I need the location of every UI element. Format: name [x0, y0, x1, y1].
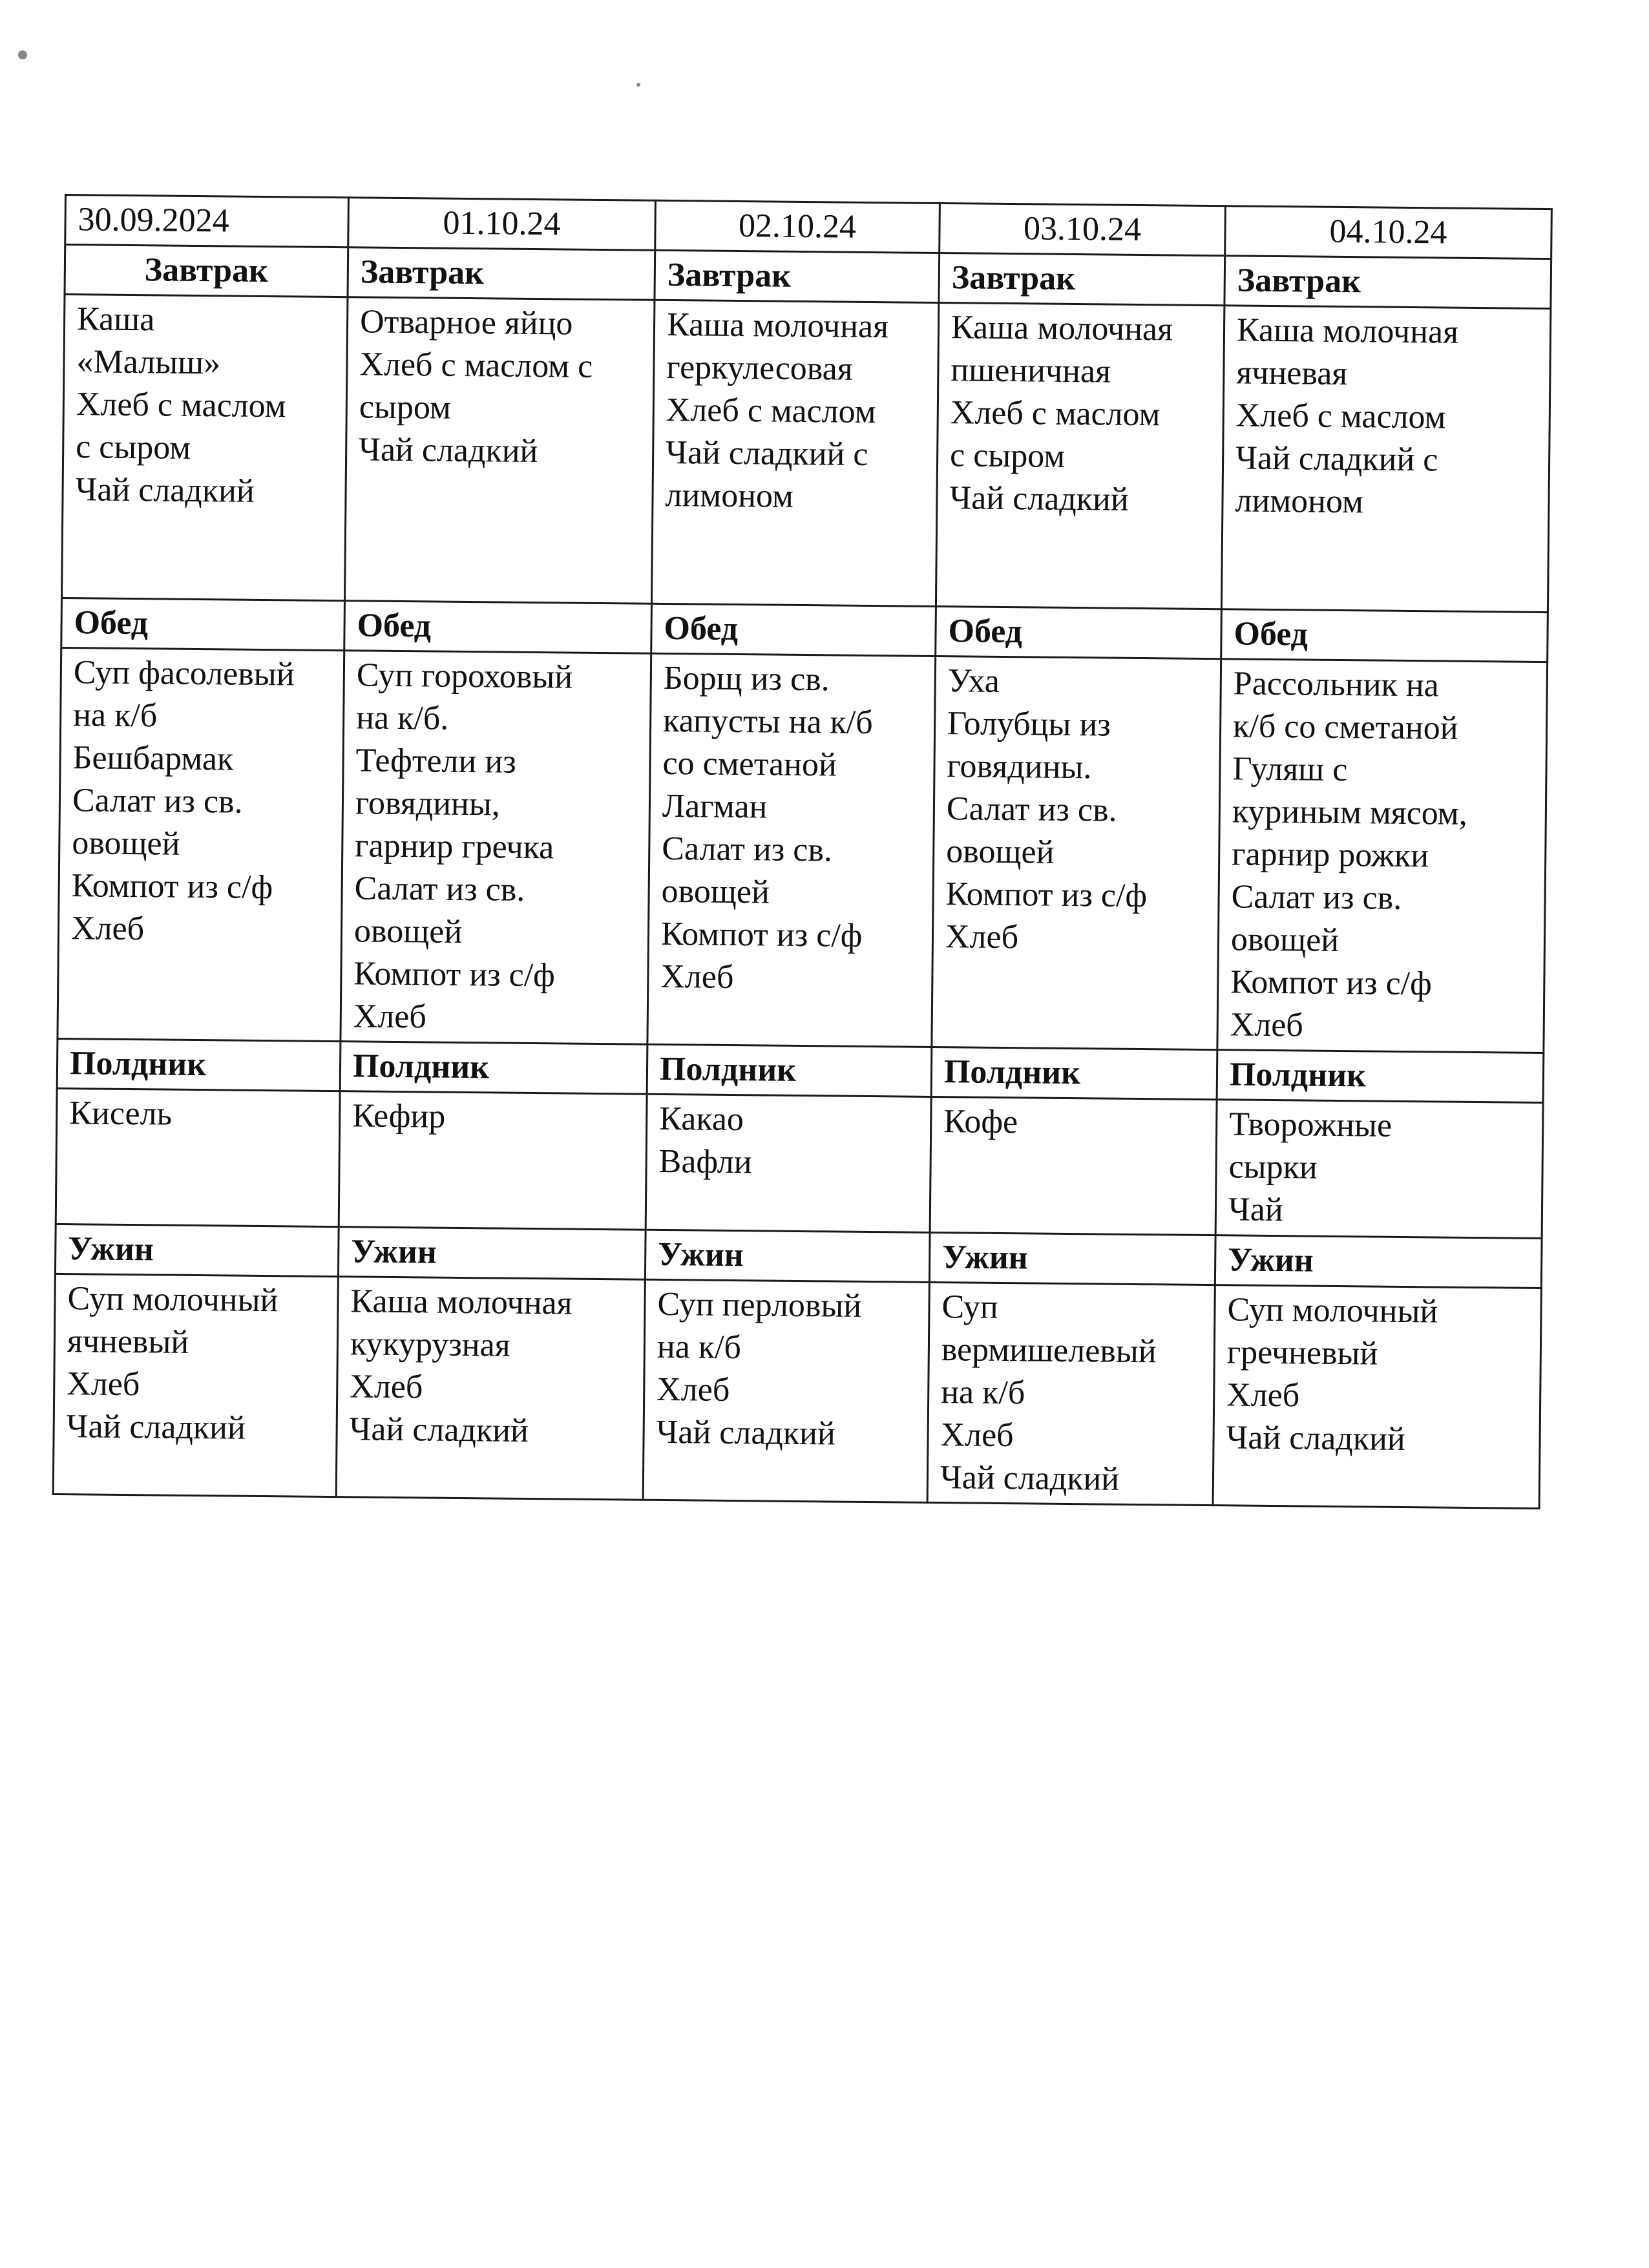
breakfast-cell [344, 297, 654, 604]
dish-item: Гуляш с [1232, 750, 1348, 789]
meal-header-lunch: Обед [1221, 609, 1548, 662]
dish-item: кукурузная [350, 1325, 510, 1364]
scan-speck [18, 50, 27, 59]
dish-item: Хлеб [353, 998, 427, 1036]
dish-item: Компот из с/ф [660, 915, 863, 954]
dish-item: Какао [659, 1100, 744, 1139]
dish-item: Суп перловый [657, 1285, 862, 1325]
dish-item: Салат из св. [1231, 878, 1402, 917]
dish-item: Лагман [662, 787, 768, 826]
dish-item: Хлеб с маслом [666, 391, 876, 431]
dish-item: овощей [353, 912, 463, 950]
dish-item: пшеничная [951, 352, 1111, 390]
dish-item: Каша молочная [350, 1283, 572, 1322]
lunch-row [58, 647, 1548, 1053]
dish-item: геркулесовая [666, 348, 853, 388]
dish-item: ячневая [1236, 354, 1348, 393]
snack-cell [646, 1094, 931, 1232]
dish-item: овощей [72, 824, 180, 863]
meal-header-breakfast: Завтрак [1224, 256, 1551, 309]
dish-item: Компот из с/ф [353, 955, 556, 994]
date-cell: 01.10.24 [348, 198, 656, 251]
meal-header-breakfast: Завтрак [348, 247, 655, 300]
meal-header-lunch: Обед [344, 601, 652, 654]
dish-item: Хлеб [350, 1368, 423, 1406]
dish-item: Чай сладкий [66, 1408, 246, 1447]
dish-item: Отварное яйцо [359, 303, 573, 342]
dish-item: овощей [946, 833, 1055, 871]
dish-item: Чай сладкий [75, 471, 255, 510]
snack-cell [339, 1091, 647, 1230]
dish-item: Кефир [352, 1097, 446, 1135]
meal-header-snack: Полдник [340, 1042, 647, 1095]
breakfast-cell [936, 302, 1224, 609]
dish-item: Хлеб [1226, 1376, 1300, 1414]
dish-item: капусты на к/б [662, 702, 874, 742]
date-cell: 04.10.24 [1225, 206, 1552, 259]
dish-item: лимоном [665, 476, 794, 515]
breakfast-cell [61, 295, 347, 601]
dish-item: Творожные [1228, 1106, 1392, 1144]
meal-header-lunch: Обед [61, 598, 345, 650]
dish-item: Хлеб с маслом [76, 386, 286, 425]
dish-item: с сыром [75, 428, 191, 467]
dish-item: Суп гороховый [356, 656, 573, 696]
dish-item: Кисель [69, 1095, 173, 1133]
dish-item: Компот из с/ф [1230, 963, 1433, 1003]
snack-row [56, 1088, 1543, 1238]
dish-item: гарнир рожки [1232, 835, 1429, 875]
dish-item: Суп [941, 1288, 999, 1326]
dinner-cell [1213, 1285, 1541, 1509]
dish-item: говядины. [947, 748, 1092, 786]
breakfast-cell [651, 300, 938, 606]
meal-header-breakfast: Завтрак [655, 250, 940, 302]
snack-cell [930, 1097, 1217, 1235]
dish-item: Каша [76, 300, 155, 339]
dish-item: Бешбармак [72, 739, 234, 778]
meal-header-dinner: Ужин [645, 1230, 930, 1282]
dish-item: овощей [661, 872, 770, 911]
dish-item: Компот из с/ф [945, 876, 1148, 915]
dinner-cell [643, 1279, 929, 1502]
dish-item: Кофе [943, 1103, 1018, 1141]
meal-header-dinner: Ужин [55, 1224, 339, 1276]
breakfast-row [61, 295, 1550, 613]
dish-item: на к/б [72, 697, 158, 735]
dinner-row [53, 1274, 1541, 1508]
dish-item: гречневый [1226, 1334, 1378, 1372]
dish-item: Чай сладкий с [665, 434, 868, 473]
dish-item: Чай сладкий [1226, 1419, 1406, 1458]
dish-item: на к/б. [355, 699, 449, 737]
dish-item: Чай сладкий [349, 1411, 529, 1449]
date-cell: 30.09.2024 [65, 195, 349, 247]
dish-item: Салат из св. [72, 782, 243, 821]
lunch-cell [1217, 659, 1548, 1053]
dish-item: ячневый [67, 1323, 189, 1361]
breakfast-cell [1221, 306, 1550, 613]
dish-item: Чай сладкий с [1235, 439, 1438, 479]
dish-item: Хлеб с маслом с [359, 346, 593, 385]
dish-item: сыром [359, 388, 452, 426]
dish-item: Борщ из св. [663, 659, 830, 698]
dish-item: Хлеб с маслом [1235, 397, 1446, 436]
dish-item: Каша молочная [1236, 311, 1459, 351]
lunch-cell [341, 651, 651, 1045]
dish-item: говядины, [355, 784, 501, 823]
dish-item: Суп молочный [1227, 1291, 1438, 1330]
dish-item: Каша молочная [666, 306, 889, 346]
dish-item: Чай сладкий [656, 1413, 836, 1453]
meal-header-lunch: Обед [936, 606, 1222, 658]
dish-item: лимоном [1235, 482, 1364, 521]
dish-item: Хлеб [660, 958, 734, 996]
lunch-cell [647, 653, 936, 1047]
meal-header-snack: Полдник [1217, 1050, 1544, 1103]
dish-item: вермишелевый [941, 1331, 1157, 1370]
dish-item: Хлеб [945, 918, 1019, 956]
lunch-cell [932, 656, 1221, 1049]
dish-item: сырки [1228, 1148, 1318, 1186]
dish-item: овощей [1230, 921, 1339, 959]
dish-item: со сметаной [662, 744, 837, 784]
meal-header-dinner: Ужин [1215, 1235, 1542, 1288]
dish-item: «Малыш» [76, 343, 221, 382]
meal-header-breakfast: Завтрак [939, 253, 1225, 305]
date-cell: 02.10.24 [655, 200, 940, 253]
dish-item: Салат из св. [354, 870, 525, 908]
dish-item: к/б со сметаной [1232, 708, 1458, 747]
dish-item: Хлеб [940, 1416, 1014, 1454]
weekly-menu-table [52, 194, 1553, 1509]
meal-header-snack: Полдник [931, 1047, 1217, 1099]
meal-header-snack: Полдник [647, 1044, 932, 1097]
dish-item: Салат из св. [662, 830, 833, 869]
dish-item: Чай сладкий [940, 1459, 1120, 1498]
dish-item: Хлеб [70, 910, 145, 948]
lunch-cell [58, 647, 344, 1041]
scan-speck [636, 83, 640, 87]
dish-item: на к/б [940, 1374, 1025, 1412]
dish-item: Хлеб с маслом [950, 394, 1161, 434]
dish-item: Салат из св. [946, 790, 1117, 829]
dish-item: Чай сладкий [949, 479, 1129, 518]
dish-item: Компот из с/ф [71, 867, 273, 907]
meal-header-snack: Полдник [57, 1038, 341, 1091]
dish-item: Чай [1228, 1191, 1283, 1229]
dish-item: Голубцы из [947, 705, 1111, 744]
snack-cell [1215, 1100, 1543, 1239]
dish-item: Хлеб [656, 1370, 730, 1409]
dish-item: Хлеб [1230, 1006, 1304, 1044]
dish-item: Хлеб [67, 1365, 140, 1403]
meal-header-lunch: Обед [651, 604, 936, 656]
dinner-cell [927, 1282, 1215, 1505]
dish-item: Каша молочная [951, 309, 1173, 348]
dinner-cell [53, 1274, 338, 1496]
dish-item: на к/б [656, 1328, 742, 1367]
meal-header-dinner: Ужин [338, 1227, 646, 1280]
dish-item: с сыром [949, 437, 1066, 475]
snack-cell [56, 1088, 340, 1226]
dish-item: Чай сладкий [358, 431, 538, 470]
dish-item: Вафли [658, 1142, 752, 1181]
meal-header-breakfast: Завтрак [65, 245, 348, 297]
dish-item: Суп фасолевый [73, 654, 295, 693]
dinner-cell [336, 1277, 645, 1500]
date-cell: 03.10.24 [940, 204, 1226, 256]
meal-header-dinner: Ужин [929, 1232, 1215, 1285]
dish-item: Рассольник на [1233, 665, 1440, 704]
dish-item: гарнир гречка [355, 827, 554, 866]
dish-item: Тефтели из [355, 742, 517, 781]
dish-item: Суп молочный [67, 1280, 278, 1319]
dish-item: куриным мясом, [1232, 793, 1468, 832]
dish-item: Уха [947, 662, 1000, 700]
